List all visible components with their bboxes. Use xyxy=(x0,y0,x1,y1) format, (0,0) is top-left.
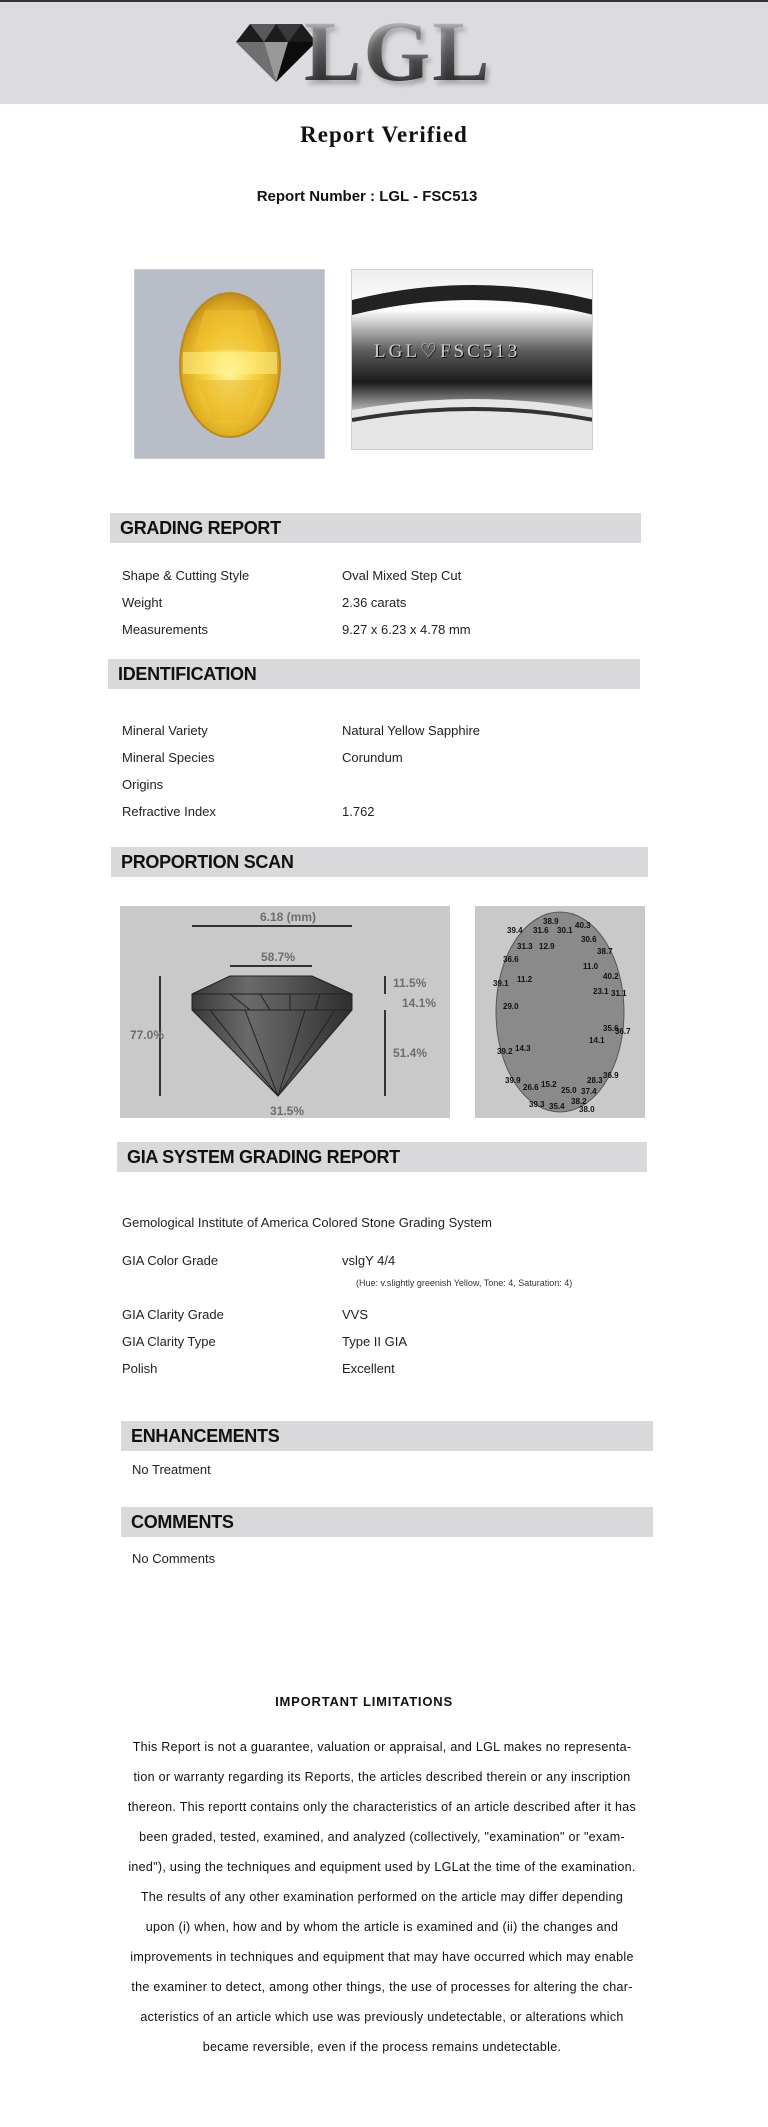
oval-scan-value: 38.7 xyxy=(597,947,613,956)
oval-scan-value: 39.9 xyxy=(505,1076,521,1085)
oval-scan-value: 39.4 xyxy=(507,926,523,935)
limitations-body xyxy=(118,1732,646,2062)
refractive-index-value: 1.762 xyxy=(342,804,375,819)
oval-scan-value: 36.7 xyxy=(615,1027,631,1036)
oval-scan-value: 36.6 xyxy=(503,955,519,964)
limitations-line: The results of any other examination performed on the article may differ depending xyxy=(140,1890,624,1904)
limitations-line: became reversible, even if the process remains undetectable. xyxy=(202,2040,562,2054)
measurements-label: Measurements xyxy=(122,622,208,637)
oval-scan-value: 26.6 xyxy=(523,1083,539,1092)
oval-scan-value: 36.9 xyxy=(603,1071,619,1080)
oval-scan-value: 31.6 xyxy=(533,926,549,935)
gia-clarity-value: VVS xyxy=(342,1307,369,1322)
enhancements-heading: ENHANCEMENTS xyxy=(121,1421,653,1451)
identification-heading: IDENTIFICATION xyxy=(108,659,640,689)
page-title: Report Verified xyxy=(300,122,468,147)
oval-scan-value: 15.2 xyxy=(541,1080,557,1089)
oval-scan-diagram xyxy=(475,906,645,1118)
oval-scan-value: 31.1 xyxy=(611,989,627,998)
oval-scan-value: 12.9 xyxy=(539,942,555,951)
oval-scan-value: 35.6 xyxy=(603,1024,619,1033)
logo-wordmark: LGL xyxy=(304,3,492,99)
oval-scan-value: 31.3 xyxy=(517,942,533,951)
gia-color-value: vslgY 4/4 xyxy=(342,1253,396,1268)
weight-label: Weight xyxy=(122,595,163,610)
oval-scan-value: 39.2 xyxy=(497,1047,513,1056)
gia-color-label: GIA Color Grade xyxy=(122,1253,219,1268)
limitations-line: been graded, tested, examined, and analyzed (collectively, "examination" or "exam- xyxy=(139,1830,625,1844)
limitations-line: acteristics of an article which use was previously undetectable, or alterations which xyxy=(140,2010,624,2024)
proportion-scan-heading: PROPORTION SCAN xyxy=(111,847,648,877)
shape-label: Shape & Cutting Style xyxy=(122,568,250,583)
inscription-text: LGL♡FSC513 xyxy=(374,341,521,362)
oval-scan-value: 39.3 xyxy=(529,1100,545,1109)
limitations-line: upon (i) when, how and by whom the article is examined and (ii) the changes and xyxy=(145,1920,619,1934)
gia-clarity-type-value: Type II GIA xyxy=(342,1334,408,1349)
oval-scan-value: 23.1 xyxy=(593,987,609,996)
weight-value: 2.36 carats xyxy=(342,595,407,610)
polish-value: Excellent xyxy=(342,1361,395,1376)
gia-color-note: (Hue: v.slightly greenish Yellow, Tone: 4, Saturation: 4) xyxy=(356,1278,573,1288)
depth-label: 77.0% xyxy=(130,1028,165,1042)
measurements-value: 9.27 x 6.23 x 4.78 mm xyxy=(342,622,471,637)
gia-clarity-type-label: GIA Clarity Type xyxy=(122,1334,216,1349)
report-number: Report Number : LGL - FSC513 xyxy=(256,188,478,205)
oval-scan-value: 38.2 xyxy=(571,1097,587,1106)
mineral-species-label: Mineral Species xyxy=(122,750,215,765)
comments-text: No Comments xyxy=(132,1551,216,1566)
width-label: 6.18 (mm) xyxy=(259,910,317,924)
oval-scan-value: 40.3 xyxy=(575,921,591,930)
limitations-line: ined"), using the techniques and equipment used by LGLat the time of the examination. xyxy=(128,1860,636,1874)
mineral-species-value: Corundum xyxy=(342,750,403,765)
oval-scan-value: 11.2 xyxy=(517,975,533,984)
oval-scan-value: 25.0 xyxy=(561,1086,577,1095)
limitations-title: IMPORTANT LIMITATIONS xyxy=(275,1694,453,1709)
oval-scan-value: 28.3 xyxy=(587,1076,603,1085)
grading-report-heading: GRADING REPORT xyxy=(110,513,641,543)
oval-scan-value: 38.9 xyxy=(543,917,559,926)
crown-label: 11.5% xyxy=(393,976,427,990)
mineral-variety-label: Mineral Variety xyxy=(122,723,208,738)
limitations-line: thereon. This reportt contains only the characteristics of an article described after it has xyxy=(127,1800,637,1814)
culet-label: 31.5% xyxy=(270,1104,305,1118)
profile-diagram xyxy=(120,906,450,1118)
oval-scan-value: 39.1 xyxy=(493,979,509,988)
limitations-line: the examiner to detect, among other things, the use of processes for altering the char- xyxy=(131,1980,633,1994)
limitations-line: improvements in techniques and equipment that may have occurred which may enable xyxy=(130,1950,634,1964)
oval-scan-value: 11.0 xyxy=(583,962,599,971)
laser-inscription-photo xyxy=(351,269,593,450)
limitations-line: This Report is not a guarantee, valuation or appraisal, and LGL makes no representa- xyxy=(132,1740,632,1754)
oval-scan-value: 37.4 xyxy=(581,1087,597,1096)
oval-scan-value: 14.3 xyxy=(515,1044,531,1053)
oval-scan-value: 14.1 xyxy=(589,1036,605,1045)
refractive-index-label: Refractive Index xyxy=(122,804,216,819)
gia-clarity-label: GIA Clarity Grade xyxy=(122,1307,224,1322)
oval-scan-value: 30.6 xyxy=(581,935,597,944)
limitations-line: tion or warranty regarding its Reports, the articles described therein or any inscription xyxy=(133,1770,631,1784)
table-label: 58.7% xyxy=(260,950,296,964)
mineral-variety-value: Natural Yellow Sapphire xyxy=(342,723,481,738)
oval-scan-value: 38.0 xyxy=(579,1105,595,1114)
gia-heading: GIA SYSTEM GRADING REPORT xyxy=(117,1142,647,1172)
polish-label: Polish xyxy=(122,1361,158,1376)
gemstone-photo xyxy=(134,269,325,459)
origins-label: Origins xyxy=(122,777,164,792)
oval-scan-value: 29.0 xyxy=(503,1002,519,1011)
oval-scan-value: 40.2 xyxy=(603,972,619,981)
oval-scan-value: 35.4 xyxy=(549,1102,565,1111)
shape-value: Oval Mixed Step Cut xyxy=(342,568,462,583)
oval-scan-value: 30.1 xyxy=(557,926,573,935)
gia-intro: Gemological Institute of America Colored Stone Grading System xyxy=(122,1215,492,1230)
header-banner xyxy=(0,0,768,104)
comments-heading: COMMENTS xyxy=(121,1507,653,1537)
pavilion-label: 51.4% xyxy=(393,1046,428,1060)
girdle-label: 14.1% xyxy=(402,996,437,1010)
enhancements-text: No Treatment xyxy=(132,1462,211,1477)
